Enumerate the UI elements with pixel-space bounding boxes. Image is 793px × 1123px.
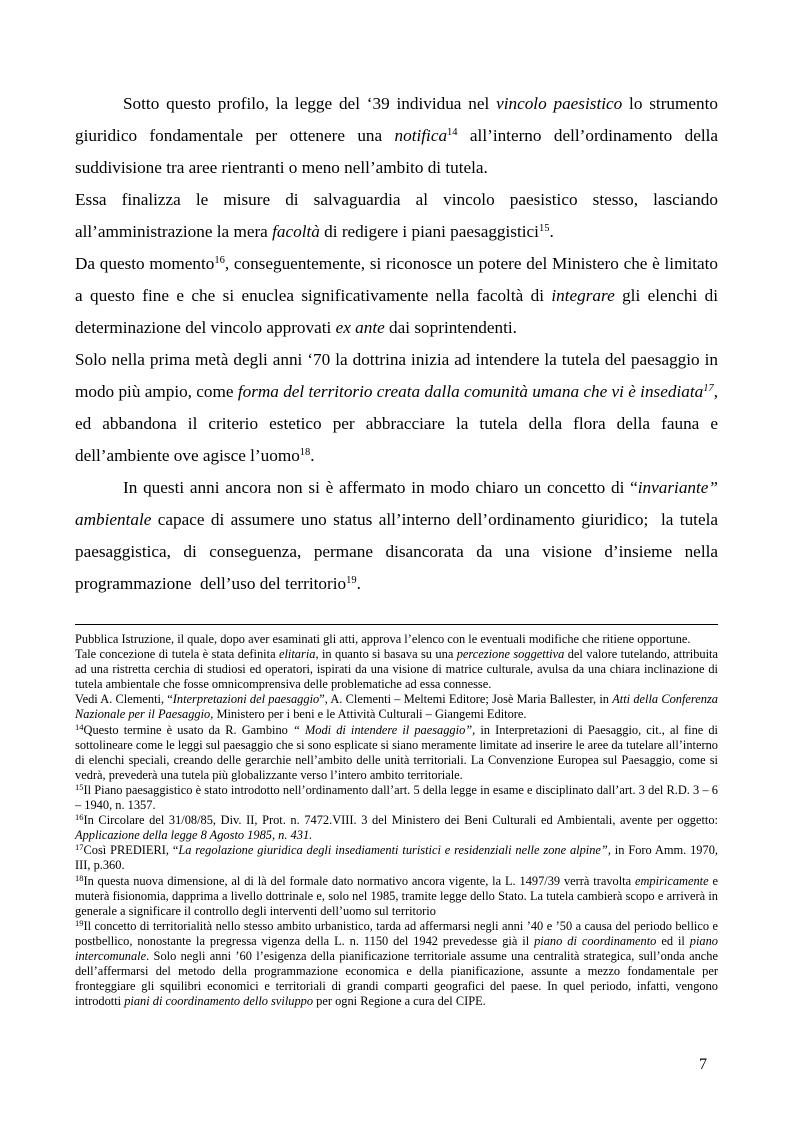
footnote-continuation-2 [75,647,718,692]
text-run: di redigere i piani paesaggistici [319,222,539,241]
text-run: facoltà [272,222,320,241]
text-run: in quanto si basava su una [318,647,457,662]
footnote-19 [75,919,718,1010]
text-run: . [356,574,361,593]
footnote-continuation-1 [75,632,718,647]
footnote-ref: 19 [346,575,357,587]
text-run: “ Modi di intendere il paesaggio”, [292,722,476,737]
text-run: Così PREDIERI, “ [83,843,179,858]
footnote-14 [75,723,718,783]
text-run: elitaria, [278,647,319,662]
text-run: dai soprintendenti. [384,318,517,337]
text-run: Vedi A. Clementi, “ [75,692,173,707]
text-run: percezione soggettiva [456,647,565,662]
text-run: vincolo paesistico [496,94,623,113]
text-run: Il Piano paesaggistico è stato introdotto nell’ordinamento dall’art. 5 della legge in esame e disciplinato dall’art. 3 del R.D. 3 – 6 – 1940, n. 1357. [75,782,718,813]
text-run: Interpretazioni del paesaggio [172,692,320,707]
text-run: Da questo momento [75,254,215,273]
footnote-ref: 18 [75,872,84,883]
text-run: piano intercomunale [75,933,718,963]
footnote-ref: 17 [75,842,84,853]
text-run: gli elenchi di determinazione del vincolo approvati [75,286,723,337]
footnote-continuation-3 [75,692,718,722]
text-run: del valore tutelando, attribuita ad una ristretta cerchia di studiosi ed operatori, ispirati da una visione di matrice culturale, avulsa da una chiara inclinazione di tutela ambientale che fosse omnicomprensiva delle problematiche ad essa connesse. [75,647,718,692]
text-run: Ministero per i beni e le Attività Culturali – Giangemi Editore. [213,707,527,722]
text-run: empiricamente [634,873,709,888]
page-number: 7 [699,1056,707,1073]
footnote-ref: 14 [447,127,458,139]
text-run: invariante” ambientale [75,478,718,529]
footnote-ref: 16 [75,811,84,822]
text-run: ”, A. Clementi – Meltemi Editore; Josè Maria Ballester, in [319,692,613,707]
text-run: Solo nella prima metà degli anni ‘70 la dottrina inizia ad intendere la tutela del paesaggio in modo più ampio, come [75,350,723,401]
footnote-ref: 14 [75,721,84,732]
text-run: Sotto questo profilo, la legge del ‘39 individua nel [123,94,497,113]
text-run: . [549,222,554,241]
text-run: piani di coordinamento dello sviluppo [124,994,314,1009]
paragraph-2 [75,184,723,248]
text-run: In questa nuova dimensione, al di là del formale dato normativo ancora vigente, la L. 1497/39 verrà travolta [83,873,635,888]
footnote-18 [75,874,718,919]
footnote-ref: 15 [538,223,550,235]
paragraph-3 [75,248,723,344]
footnote-ref: 15 [75,781,84,792]
text-run: , in Foro Amm. 1970, III, p.360. [75,843,718,873]
footnote-17 [75,843,718,873]
text-run: piano di coordinamento [534,933,657,948]
footnote-ref: 16 [214,255,225,267]
text-run: lo strumento giuridico fondamentale per ottenere una [75,94,723,145]
text-run: Questo termine è usato da R. Gambino [83,722,293,737]
text-run: . [310,446,315,465]
text-run: forma del territorio creata dalla comunità umana che vi è insediata [237,382,704,401]
text-run: Atti della Conferenza Nazionale per il Paesaggio, [75,692,719,722]
text-run: all’interno dell’ordinamento della suddivisione tra aree rientranti o meno nell’ambito di tutela. [75,126,723,177]
footnote-separator [75,624,718,625]
text-run: Applicazione della legge 8 Agosto 1985, n. 431. [75,828,313,843]
footnote-16 [75,813,718,843]
footnotes [75,632,718,1009]
text-run: Pubblica Istruzione, il quale, dopo aver esaminati gli atti, approva l’elenco con le eventuali modifiche che ritiene opportune. [75,632,691,646]
text-run: Tale concezione di tutela è stata definita [75,647,279,662]
text-run: per ogni Regione a cura del CIPE. [313,994,486,1009]
text-run: integrare [551,286,615,305]
paragraph-5 [75,472,723,600]
text-run: ed il [656,933,690,948]
footnote-ref: 18 [299,447,311,459]
text-run: capace di assumere uno status all’interno dell’ordinamento giuridico; la tutela paesaggistica, di conseguenza, permane disancorata da una visione d’insieme nella programmazione dell’uso del territorio [75,510,723,593]
text-run: ex ante [335,318,385,337]
text-run: La regolazione giuridica degli insediamenti turistici e residenziali nelle zone alpine” [178,843,608,858]
paragraph-4 [75,344,723,472]
paragraph-1 [75,88,723,184]
text-run: in Interpretazioni di Paesaggio, cit., al fine di sottolineare come le leggi sul paesaggio che si sono esplicate si siano meramente limitate ad inserire le aree da tutelare all’interno di elenchi speciali, creando delle gerarchie nell’ambito delle unità territoriali. La Convenzione Europea sul Paesaggio, come si vedrà, prevederà una tutela più globalizzante verso l’intero ambito territoriale. [75,722,718,782]
text-run: e muterà fisionomia, dapprima a livello dottrinale e, solo nel 1985, tramite legge dello Stato. La tutela cambierà scopo e arriverà in generale a significare il controllo degli interventi dell’uomo sul territorio [75,873,718,918]
text-run: . Solo negli anni ’60 l’esigenza della pianificazione territoriale assume una centralità strategica, sull’onda anche dell’affermarsi del metodo della programmazione economica e della pianificazione, assunte a mezzo fondamentale per fronteggiare gli squilibri economici e territoriali di grandi comparti geografici del paese. In quel periodo, infatti, vengono introdotti [75,948,718,1009]
text-run: Essa finalizza le misure di salvaguardia al vincolo paesistico stesso, lasciando all’amministrazione la mera [75,190,723,241]
text-run: , ed abbandona il criterio estetico per abbracciare la tutela della flora della fauna e dell’ambiente ove agisce l’uomo [75,382,723,465]
text-run: In Circolare del 31/08/85, Div. II, Prot. n. 7472.VIII. 3 del Ministero dei Beni Culturali ed Ambientali, avente per oggetto: [83,813,718,828]
footnote-ref: 17 [703,383,714,395]
footnote-ref: 19 [75,917,84,928]
text-run: In questi anni ancora non si è affermato in modo chiaro un concetto di “ [123,478,638,497]
text-run: , conseguentemente, si riconosce un potere del Ministero che è limitato a questo fine e che si enuclea significativamente nella facoltà di [75,254,723,305]
footnote-15 [75,783,718,813]
body-text [75,88,723,600]
text-run: notifica [394,126,448,145]
text-run: Il concetto di territorialità nello stesso ambito urbanistico, tarda ad affermarsi negli anni ’40 e ’50 a causa del periodo bellico e postbellico, nonostante la pregressa vigenza della L. n. 1150 del 1942 prevedesse già il [75,918,718,948]
